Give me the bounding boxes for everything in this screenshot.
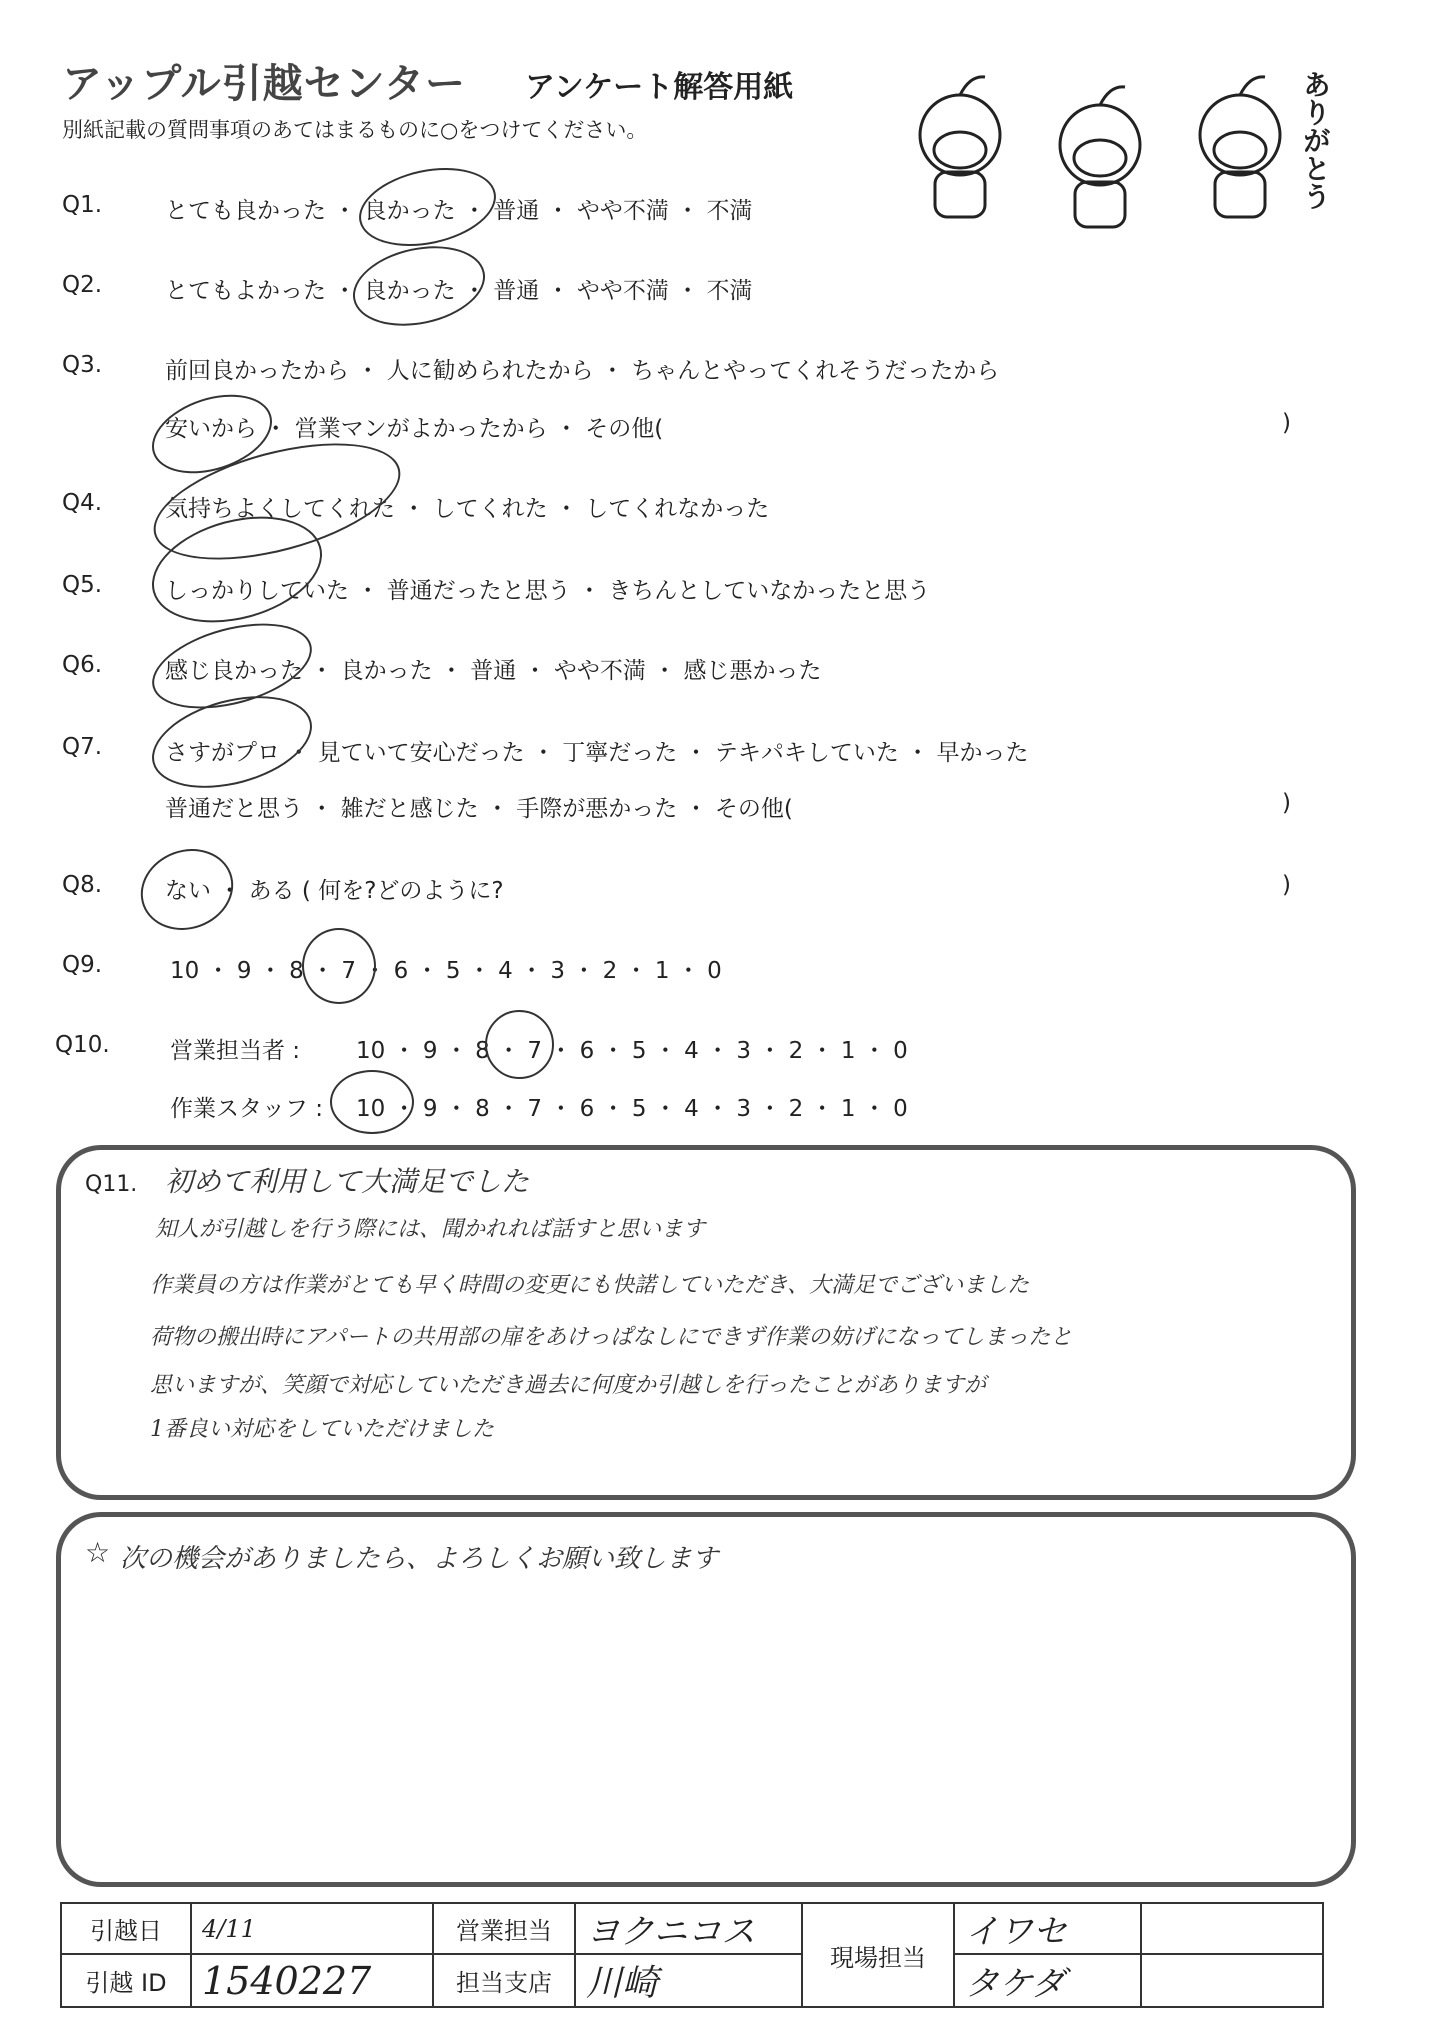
footer-info-table	[60, 1902, 1324, 2008]
free-comment-text: 次の機会がありましたら、よろしくお願い致します	[120, 1544, 719, 1574]
q11-label: Q11.	[85, 1172, 138, 1197]
q8-options: ない ・ ある ( 何を?どのように?	[165, 878, 504, 904]
q6-number: Q6.	[62, 652, 103, 678]
q9-scale: 10 ・ 9 ・ 8 ・ 7 ・ 6 ・ 5 ・ 4 ・ 3 ・ 2 ・ 1 ・ 0	[170, 958, 722, 984]
branch-value: 川崎	[575, 1954, 802, 2007]
answer-circle-q2	[346, 235, 493, 337]
q3-close-paren: )	[1282, 410, 1291, 436]
q10-sales-scale: 10 ・ 9 ・ 8 ・ 7 ・ 6 ・ 5 ・ 4 ・ 3 ・ 2 ・ 1 ・ 0	[356, 1038, 908, 1064]
q2-number: Q2.	[62, 272, 103, 298]
q5-options: しっかりしていた ・ 普通だったと思う ・ きちんとしていなかったと思う	[165, 578, 931, 604]
sales-value: ヨクニコス	[575, 1903, 802, 1954]
answer-circle-q10-sales	[485, 1010, 554, 1079]
move-id-value: 1540227	[191, 1954, 433, 2007]
q5-number: Q5.	[62, 572, 103, 598]
q11-line-3: 作業員の方は作業がとても早く時間の変更にも快諾していただき、大満足でございました	[150, 1273, 1030, 1298]
q3-number: Q3.	[62, 352, 103, 378]
q8-number: Q8.	[62, 872, 103, 898]
answer-circle-q1	[352, 156, 503, 257]
q10-number: Q10.	[55, 1032, 110, 1058]
q8-close-paren: )	[1282, 872, 1291, 898]
answer-circle-q8	[129, 836, 244, 942]
form-subtitle: アンケート解答用紙	[525, 70, 794, 105]
empty-cell-2	[1141, 1954, 1323, 2007]
site-value-2: タケダ	[954, 1954, 1141, 2007]
q2-options: とてもよかった ・ 良かった ・ 普通 ・ やや不満 ・ 不満	[165, 278, 753, 304]
mascot-illustration	[890, 50, 1350, 240]
sales-label: 営業担当	[433, 1903, 575, 1954]
q11-line-4: 荷物の搬出時にアパートの共用部の扉をあけっぱなしにできず作業の妨げになってしまったと	[150, 1325, 1073, 1350]
q1-number: Q1.	[62, 192, 103, 218]
q7-options: さすがプロ ・ 見ていて安心だった ・ 丁寧だった ・ テキパキしていた ・ 早かった	[165, 740, 1029, 766]
company-title: アップル引越センター	[62, 61, 466, 107]
q9-number: Q9.	[62, 952, 103, 978]
q10-sales-label: 営業担当者 :	[170, 1038, 301, 1064]
mascot-caption: ありがとう	[1299, 70, 1332, 210]
q3-options-line2: 安いから ・ 営業マンがよかったから ・ その他(	[165, 416, 664, 442]
q11-line-2: 知人が引越しを行う際には、聞かれれば話すと思います	[155, 1217, 706, 1242]
q11-line-1: 初めて利用して大満足でした	[165, 1165, 530, 1198]
q10-staff-label: 作業スタッフ :	[170, 1096, 324, 1122]
q1-options: とても良かった ・ 良かった ・ 普通 ・ やや不満 ・ 不満	[165, 198, 753, 224]
branch-label: 担当支店	[433, 1954, 575, 2007]
site-label: 現場担当	[802, 1903, 954, 2007]
answer-circle-q10-staff	[330, 1070, 414, 1134]
q7-close-paren: )	[1282, 790, 1291, 816]
q4-number: Q4.	[62, 490, 103, 516]
q10-staff-scale: 10 ・ 9 ・ 8 ・ 7 ・ 6 ・ 5 ・ 4 ・ 3 ・ 2 ・ 1 ・ 0	[356, 1096, 908, 1122]
q6-options: 感じ良かった ・ 良かった ・ 普通 ・ やや不満 ・ 感じ悪かった	[165, 658, 822, 684]
move-date-label: 引越日	[61, 1903, 191, 1954]
q11-line-6: 1番良い対応をしていただけました	[150, 1417, 494, 1442]
empty-cell-1	[1141, 1903, 1323, 1954]
move-date-value: 4/11	[191, 1903, 433, 1954]
q7-options-line2: 普通だと思う ・ 雑だと感じた ・ 手際が悪かった ・ その他(	[165, 796, 793, 822]
move-id-label: 引越 ID	[61, 1954, 191, 2007]
q11-line-5: 思いますが、笑顔で対応していただき過去に何度か引越しを行ったことがありますが	[150, 1373, 987, 1398]
star-icon: ☆	[85, 1536, 111, 1569]
instruction-text: 別紙記載の質問事項のあてはまるものに○をつけてください。	[62, 118, 648, 142]
site-value-1: イワセ	[954, 1903, 1141, 1954]
q3-options: 前回良かったから ・ 人に勧められたから ・ ちゃんとやってくれそうだったから	[165, 358, 1000, 384]
q4-options: 気持ちよくしてくれた ・ してくれた ・ してくれなかった	[165, 496, 770, 522]
q7-number: Q7.	[62, 734, 103, 760]
answer-circle-q9	[302, 928, 376, 1004]
